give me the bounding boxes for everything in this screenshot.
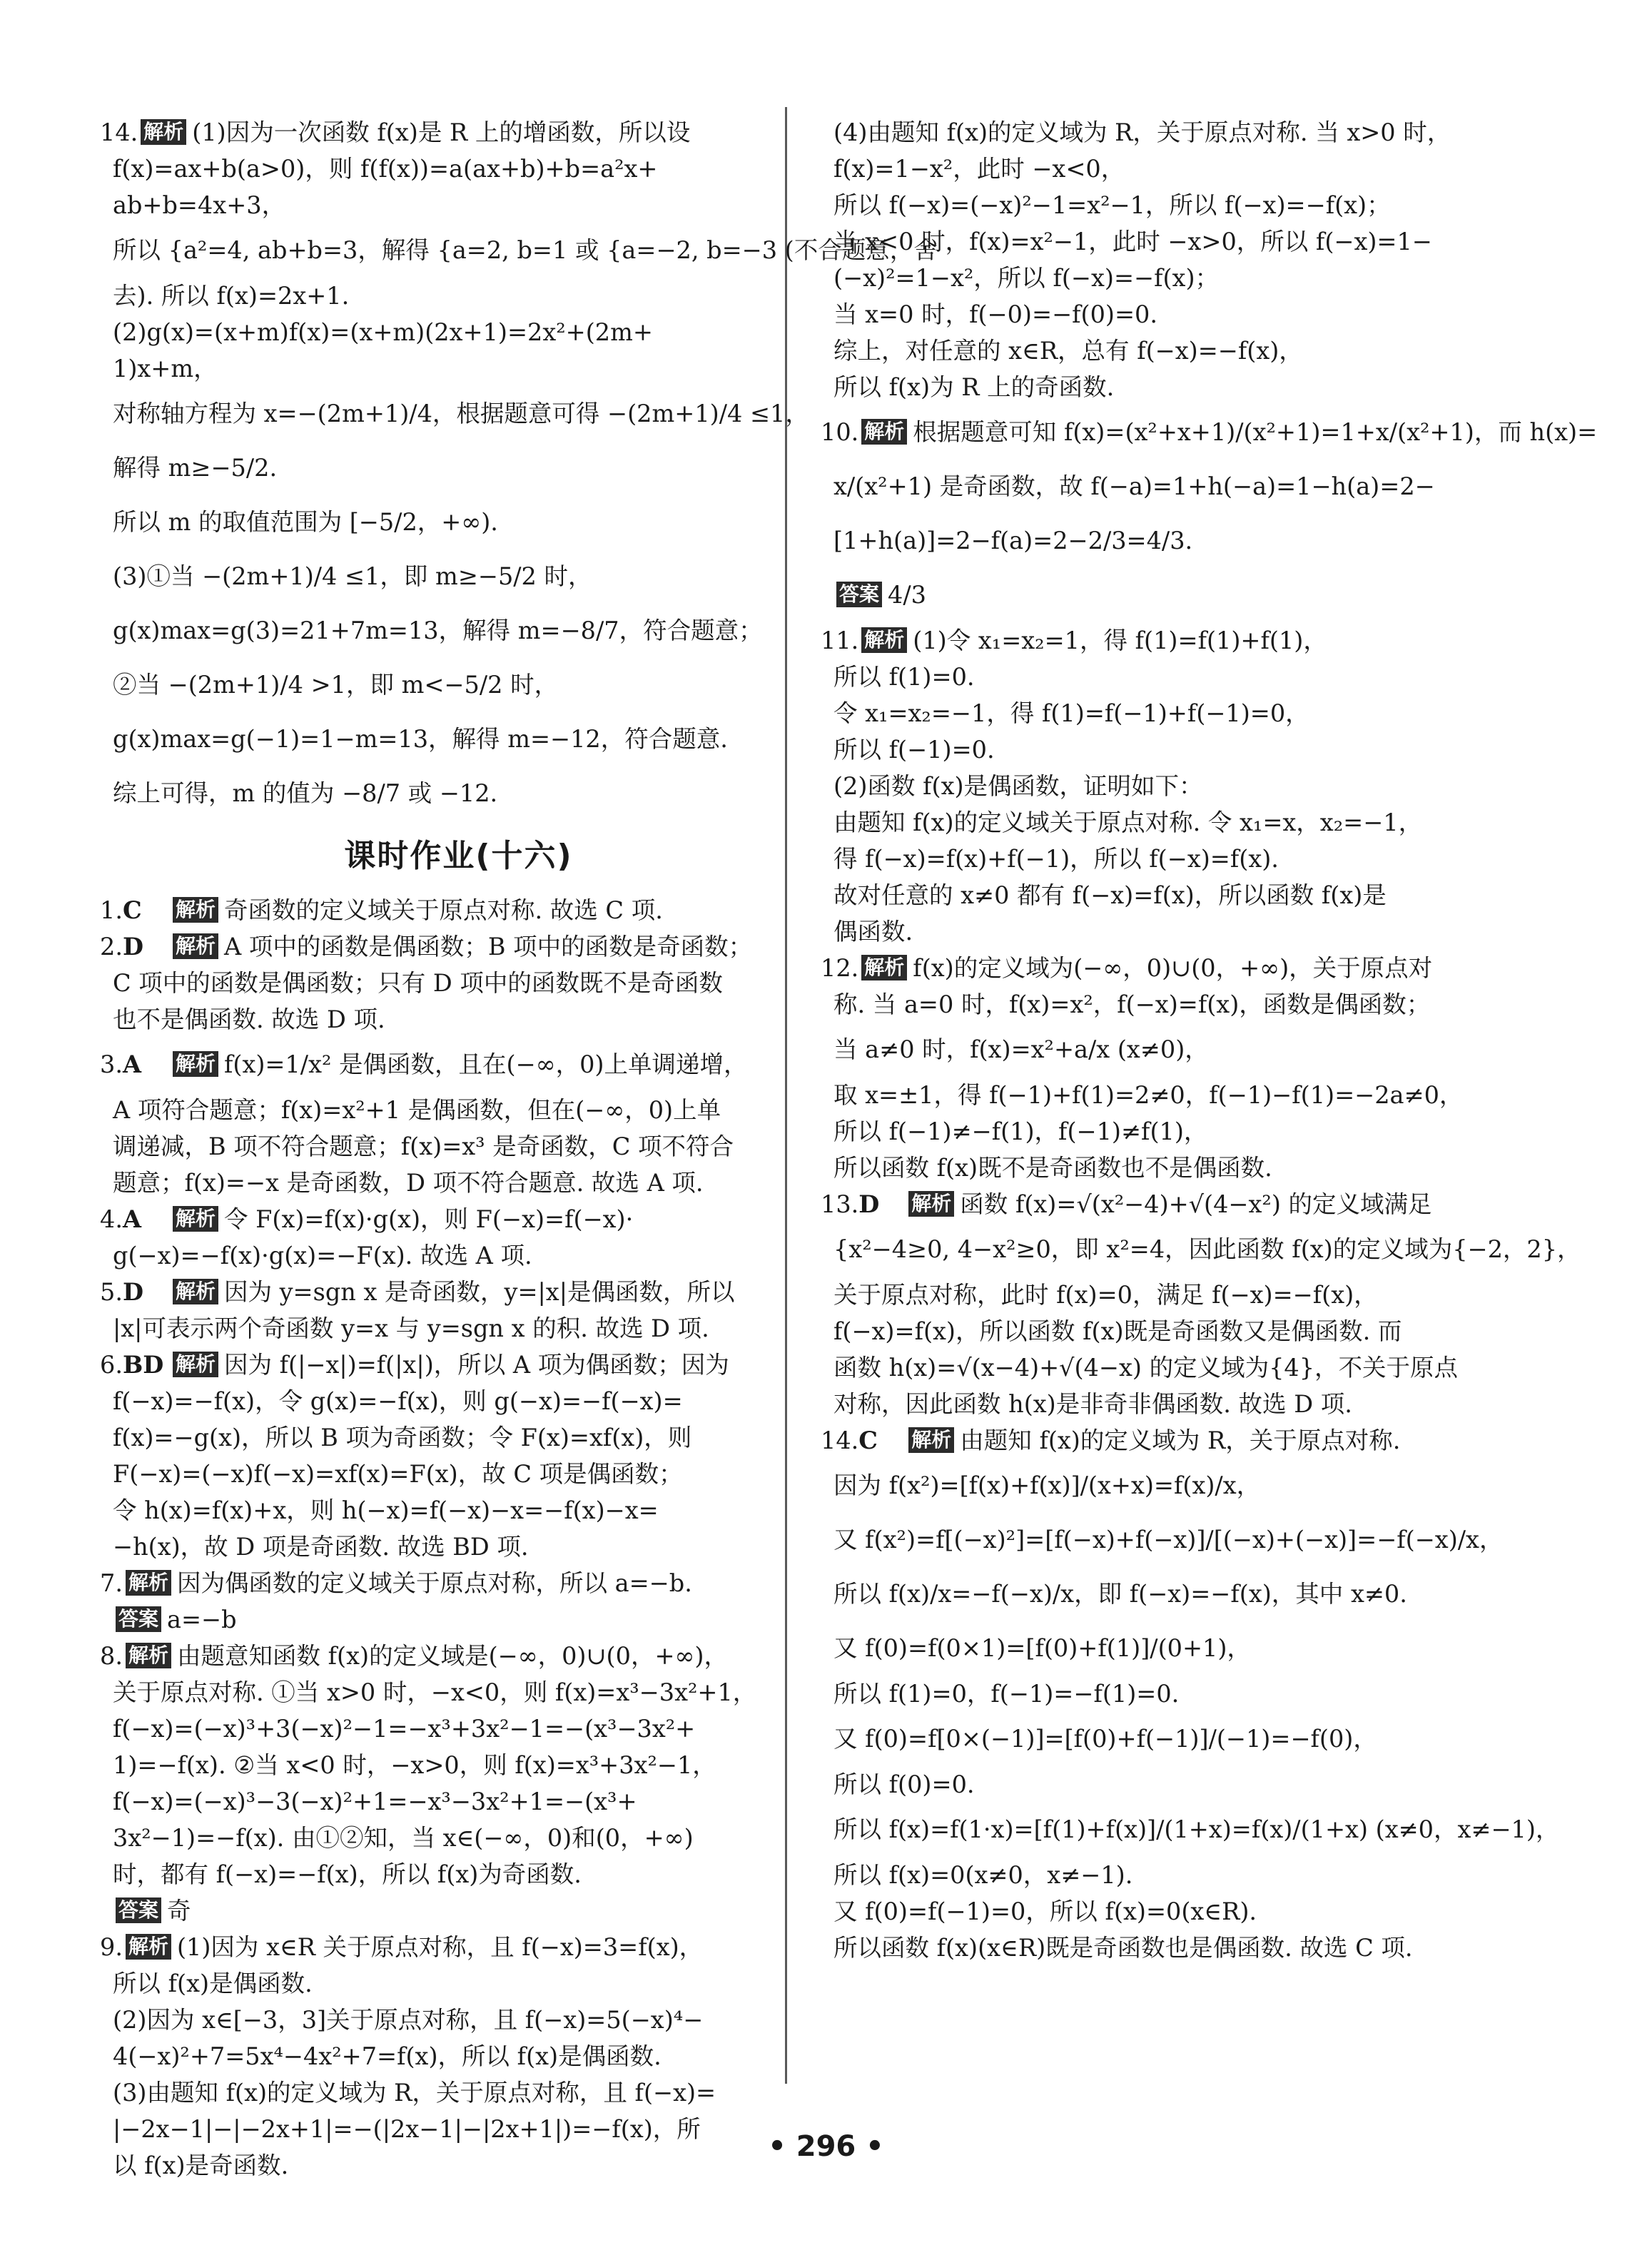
question-item <box>100 1638 817 1674</box>
analysis-tag: 解析 <box>173 1051 218 1077</box>
question-number: 11. <box>821 627 859 654</box>
text-line: C 项中的函数是偶函数；只有 D 项中的函数既不是奇函数 <box>113 969 723 997</box>
text-line: 当 x=0 时，f(−0)=−f(0)=0. <box>833 300 1158 328</box>
text-line: 所以 {a²=4, ab+b=3，解得 {a=2, b=1 或 {a=−2, b=−3 (不合题意，舍 <box>113 236 938 264</box>
text-line: f(x)=−g(x)，所以 B 项为奇函数；令 F(x)=xf(x)，则 <box>113 1424 692 1451</box>
answer-line <box>821 568 1538 622</box>
text-line: g(−x)=−f(x)·g(x)=−F(x). 故选 A 项. <box>113 1242 532 1270</box>
question-number: 6. <box>100 1351 123 1379</box>
question-number: 10. <box>821 418 859 446</box>
text-line: (4)由题知 f(x)的定义域为 R，关于原点对称. 当 x>0 时， <box>833 118 1451 146</box>
text-line: 偶函数. <box>833 918 913 946</box>
question-number: 5. <box>100 1278 123 1306</box>
text-line: (2)函数 f(x)是偶函数，证明如下： <box>833 772 1203 800</box>
solution-text: 由题知 f(x)的定义域为 R，关于原点对称. <box>960 1427 1401 1454</box>
text-line: f(x)=ax+b(a>0)，则 f(f(x))=a(ax+b)+b=a²x+ <box>113 155 658 183</box>
question-item <box>821 950 1538 986</box>
answer-value: 4/3 <box>888 581 926 609</box>
text-line: 关于原点对称. ①当 x>0 时，−x<0，则 f(x)=x³−3x²+1， <box>113 1678 757 1706</box>
text-line: 对称，因此函数 h(x)是非奇非偶函数. 故选 D 项. <box>833 1390 1352 1418</box>
text-line: 所以 f(1)=0，f(−1)=−f(1)=0. <box>833 1680 1180 1708</box>
text-line: 当 a≠0 时，f(x)=x²+a/x (x≠0)， <box>833 1035 1209 1063</box>
text-line: f(−x)=(−x)³+3(−x)²−1=−x³+3x²−1=−(x³−3x²+ <box>113 1715 696 1743</box>
text-line: 关于原点对称，此时 f(x)=0，满足 f(−x)=−f(x)， <box>833 1281 1378 1309</box>
text-line: ②当 −(2m+1)/4 >1，即 m<−5/2 时， <box>113 671 559 699</box>
answer-choice: A <box>122 1205 141 1233</box>
answer-tag: 答案 <box>116 1897 161 1923</box>
answer-choice: D <box>858 1190 880 1218</box>
text-line: 综上可得，m 的值为 −8/7 或 −12. <box>113 779 498 807</box>
text-line: 题意；f(x)=−x 是奇函数，D 项不符合题意. 故选 A 项. <box>113 1169 704 1197</box>
solution-text: 函数 f(x)=√(x²−4)+√(4−x²) 的定义域满足 <box>960 1190 1432 1218</box>
text-line: 得 f(−x)=f(x)+f(−1)，所以 f(−x)=f(x). <box>833 845 1279 873</box>
question-item <box>100 1201 817 1237</box>
text-line: 所以 f(0)=0. <box>833 1770 975 1798</box>
question-item <box>821 1186 1538 1222</box>
text-line: g(x)max=g(3)=21+7m=13，解得 m=−8/7，符合题意； <box>113 617 763 644</box>
answer-value: a=−b <box>167 1606 237 1633</box>
text-line: (2)因为 x∈[−3，3]关于原点对称，且 f(−x)=5(−x)⁴− <box>113 2006 704 2034</box>
solution-text: 因为 f(|−x|)=f(|x|)，所以 A 项为偶函数；因为 <box>223 1351 729 1379</box>
text-line: 也不是偶函数. 故选 D 项. <box>113 1005 385 1033</box>
solution-text: A 项中的函数是偶函数；B 项中的函数是奇函数； <box>223 933 753 961</box>
solution-text: f(x)=1/x² 是偶函数，且在(−∞，0)上单调递增， <box>223 1050 748 1078</box>
question-number: 8. <box>100 1642 123 1670</box>
text-line: 1)x+m， <box>113 355 218 382</box>
analysis-tag: 解析 <box>126 1570 171 1596</box>
question-item <box>100 1565 817 1601</box>
solution-text: (1)因为一次函数 f(x)是 R 上的增函数，所以设 <box>192 118 691 146</box>
answer-choice: BD <box>122 1351 164 1379</box>
text-line: 令 x₁=x₂=−1，得 f(1)=f(−1)+f(−1)=0， <box>833 699 1309 727</box>
solution-text: (1)令 x₁=x₂=1，得 f(1)=f(1)+f(1)， <box>913 627 1327 654</box>
text-line: 故对任意的 x≠0 都有 f(−x)=f(x)，所以函数 f(x)是 <box>833 881 1387 909</box>
text-line: 又 f(0)=f[0×(−1)]=[f(0)+f(−1)]/(−1)=−f(0)， <box>833 1725 1377 1753</box>
text-line: 取 x=±1，得 f(−1)+f(1)=2≠0，f(−1)−f(1)=−2a≠0， <box>833 1081 1464 1109</box>
text-line: (−x)²=1−x²，所以 f(−x)=−f(x)； <box>833 264 1220 292</box>
text-line: 令 h(x)=f(x)+x，则 h(−x)=f(−x)−x=−f(x)−x= <box>113 1496 659 1524</box>
analysis-tag: 解析 <box>141 119 186 145</box>
question-number: 13. <box>821 1190 859 1218</box>
question-number: 9. <box>100 1933 123 1961</box>
text-line: 去). 所以 f(x)=2x+1. <box>113 282 350 310</box>
text-line: 所以 f(−1)=0. <box>833 736 995 764</box>
question-item <box>100 114 817 151</box>
answer-line <box>100 1892 817 1929</box>
solution-text: 奇函数的定义域关于原点对称. 故选 C 项. <box>223 896 663 924</box>
text-line: (3)由题知 f(x)的定义域为 R，关于原点对称，且 f(−x)= <box>113 2079 716 2107</box>
text-line: F(−x)=(−x)f(−x)=xf(x)=F(x)，故 C 项是偶函数； <box>113 1460 683 1488</box>
text-line: 3x²−1)=−f(x). 由①②知，当 x∈(−∞，0)和(0，+∞) <box>113 1824 694 1852</box>
text-line: 又 f(0)=f(0×1)=[f(0)+f(1)]/(0+1)， <box>833 1634 1251 1662</box>
solution-text: 因为 y=sgn x 是奇函数，y=|x|是偶函数，所以 <box>223 1278 735 1306</box>
text-line: |−2x−1|−|−2x+1|=−(|2x−1|−|2x+1|)=−f(x)，所 <box>113 2115 701 2143</box>
text-line: 因为 f(x²)=[f(x)+f(x)]/(x+x)=f(x)/x， <box>833 1471 1261 1499</box>
question-number: 14. <box>821 1427 859 1454</box>
text-line: {x²−4≥0, 4−x²≥0，即 x²=4，因此函数 f(x)的定义域为{−2，2}， <box>833 1235 1581 1263</box>
text-line: 所以函数 f(x)(x∈R)既是奇函数也是偶函数. 故选 C 项. <box>833 1934 1413 1962</box>
text-line: 所以 f(−1)≠−f(1)，f(−1)≠f(1)， <box>833 1118 1208 1145</box>
answer-tag: 答案 <box>836 582 882 607</box>
text-line: f(x)=1−x²，此时 −x<0， <box>833 155 1125 183</box>
text-line: x/(x²+1) 是奇函数，故 f(−a)=1+h(−a)=1−h(a)=2− <box>833 472 1435 500</box>
text-line: 所以 f(x)是偶函数. <box>113 1970 313 1997</box>
text-line: [1+h(a)]=2−f(a)=2−2/3=4/3. <box>833 527 1193 554</box>
answer-choice: A <box>122 1050 141 1078</box>
text-line: 所以 m 的取值范围为 [−5/2，+∞). <box>113 508 498 536</box>
analysis-tag: 解析 <box>173 1279 218 1304</box>
page-number: • 296 • <box>768 2130 884 2163</box>
text-line: 所以 f(x)=0(x≠0，x≠−1). <box>833 1861 1133 1889</box>
text-line: 所以 f(x)/x=−f(−x)/x，即 f(−x)=−f(x)，其中 x≠0. <box>833 1580 1407 1608</box>
solution-text: 由题意知函数 f(x)的定义域是(−∞，0)∪(0，+∞)， <box>176 1642 728 1670</box>
right-column <box>821 114 1598 1966</box>
text-line: 以 f(x)是奇函数. <box>113 2152 289 2179</box>
question-number: 12. <box>821 954 859 982</box>
question-item <box>821 1422 1538 1459</box>
answer-choice: C <box>122 896 142 924</box>
text-line: f(−x)=f(x)，所以函数 f(x)既是奇函数又是偶函数. 而 <box>833 1317 1402 1345</box>
text-line: 称. 当 a=0 时，f(x)=x²，f(−x)=f(x)，函数是偶函数； <box>833 990 1431 1018</box>
text-line: 当 x<0 时，f(x)=x²−1，此时 −x>0，所以 f(−x)=1− <box>833 228 1432 255</box>
analysis-tag: 解析 <box>173 897 218 923</box>
question-number: 14. <box>100 118 138 146</box>
question-number: 2. <box>100 933 123 961</box>
text-line: f(−x)=(−x)³−3(−x)²+1=−x³−3x²+1=−(x³+ <box>113 1788 637 1815</box>
text-line: 所以函数 f(x)既不是奇函数也不是偶函数. <box>833 1154 1272 1182</box>
text-line: 又 f(x²)=f[(−x)²]=[f(−x)+f(−x)]/[(−x)+(−x)]=−f(−x)/x， <box>833 1526 1504 1554</box>
text-line: 函数 h(x)=√(x−4)+√(4−x) 的定义域为{4}，不关于原点 <box>833 1354 1459 1382</box>
text-line: 调递减，B 项不符合题意；f(x)=x³ 是奇函数，C 项不符合 <box>113 1132 734 1160</box>
text-line: 解得 m≥−5/2. <box>113 454 278 482</box>
answer-choice: C <box>858 1427 878 1454</box>
analysis-tag: 解析 <box>126 1934 171 1960</box>
question-number: 3. <box>100 1050 123 1078</box>
question-item <box>821 405 1598 460</box>
analysis-tag: 解析 <box>861 955 907 981</box>
text-line: 对称轴方程为 x=−(2m+1)/4，根据题意可得 −(2m+1)/4 ≤1， <box>113 400 809 427</box>
question-item <box>821 622 1538 659</box>
analysis-tag: 解析 <box>908 1191 954 1217</box>
answer-value: 奇 <box>167 1897 191 1925</box>
text-line: g(x)max=g(−1)=1−m=13，解得 m=−12，符合题意. <box>113 725 728 753</box>
text-line: f(−x)=−f(x)，令 g(x)=−f(x)，则 g(−x)=−f(−x)= <box>113 1387 683 1415</box>
solution-text: 令 F(x)=f(x)·g(x)，则 F(−x)=f(−x)· <box>223 1205 634 1233</box>
answer-choice: D <box>122 933 144 961</box>
text-line: 4(−x)²+7=5x⁴−4x²+7=f(x)，所以 f(x)是偶函数. <box>113 2042 662 2070</box>
question-item <box>100 1038 817 1092</box>
question-item <box>100 1274 817 1310</box>
text-line: −h(x)，故 D 项是奇函数. 故选 BD 项. <box>113 1533 529 1561</box>
text-line: 时，都有 f(−x)=−f(x)，所以 f(x)为奇函数. <box>113 1860 582 1888</box>
text-line: 1)=−f(x). ②当 x<0 时，−x>0，则 f(x)=x³+3x²−1， <box>113 1751 716 1779</box>
question-number: 7. <box>100 1569 123 1597</box>
answer-line <box>100 1601 817 1638</box>
analysis-tag: 解析 <box>126 1643 171 1668</box>
question-item <box>100 928 817 965</box>
analysis-tag: 解析 <box>173 1352 218 1377</box>
question-item <box>100 1929 817 1965</box>
solution-text: (1)因为 x∈R 关于原点对称，且 f(−x)=3=f(x)， <box>176 1933 704 1961</box>
text-line: 由题知 f(x)的定义域关于原点对称. 令 x₁=x，x₂=−1， <box>833 809 1423 836</box>
question-item <box>100 1347 817 1383</box>
solution-text: 因为偶函数的定义域关于原点对称，所以 a=−b. <box>176 1569 692 1597</box>
question-number: 1. <box>100 896 123 924</box>
text-line: 所以 f(1)=0. <box>833 663 975 691</box>
analysis-tag: 解析 <box>908 1427 954 1453</box>
text-line: 所以 f(x)=f(1·x)=[f(1)+f(x)]/(1+x)=f(x)/(1+x) (x≠0，x≠−1)， <box>833 1815 1560 1843</box>
answer-choice: D <box>122 1278 144 1306</box>
text-line: ab+b=4x+3， <box>113 191 286 219</box>
solution-text: 根据题意可知 f(x)=(x²+x+1)/(x²+1)=1+x/(x²+1)，而 h(x)= <box>913 418 1598 446</box>
analysis-tag: 解析 <box>173 1206 218 1232</box>
text-line: |x|可表示两个奇函数 y=x 与 y=sgn x 的积. 故选 D 项. <box>113 1314 709 1342</box>
section-title: 课时作业(十六) <box>344 838 573 874</box>
text-line: 所以 f(−x)=(−x)²−1=x²−1，所以 f(−x)=−f(x)； <box>833 191 1391 219</box>
text-line: 又 f(0)=f(−1)=0，所以 f(x)=0(x∈R). <box>833 1897 1257 1925</box>
text-line: A 项符合题意；f(x)=x²+1 是偶函数，但在(−∞，0)上单 <box>113 1096 721 1124</box>
text-line: (3)①当 −(2m+1)/4 ≤1，即 m≥−5/2 时， <box>113 562 592 590</box>
solution-text: f(x)的定义域为(−∞，0)∪(0，+∞)，关于原点对 <box>913 954 1433 982</box>
text-line: 综上，对任意的 x∈R，总有 f(−x)=−f(x)， <box>833 337 1303 365</box>
text-line: (2)g(x)=(x+m)f(x)=(x+m)(2x+1)=2x²+(2m+ <box>113 318 653 346</box>
question-item <box>100 892 817 928</box>
analysis-tag: 解析 <box>861 419 907 445</box>
question-number: 4. <box>100 1205 123 1233</box>
analysis-tag: 解析 <box>861 627 907 653</box>
analysis-tag: 解析 <box>173 933 218 959</box>
text-line: 所以 f(x)为 R 上的奇函数. <box>833 373 1115 401</box>
answer-tag: 答案 <box>116 1606 161 1632</box>
